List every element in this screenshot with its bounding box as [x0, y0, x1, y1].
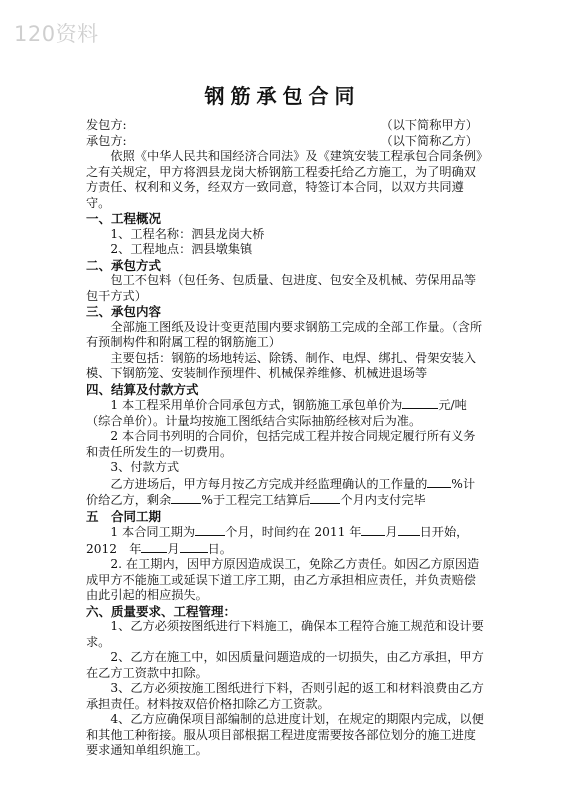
section-heading-quality: 六、质量要求、工程管理： [86, 603, 237, 619]
settlement-p1-b: 元/吨（综合单价）。计量均按施工图纸结合实际抽筋经核对后为准。 [86, 398, 467, 428]
month-blank [310, 492, 340, 504]
quality-p2: 2、乙方在施工中，如因质量问题造成的一切损失，由乙方承担，甲方在乙方工资款中扣除。 [86, 650, 484, 680]
section-heading-overview: 一、工程概况 [86, 211, 162, 226]
scope-text-1: 全部施工图纸及设计变更范围内要求钢筋工完成的全部工作量。（含所有预制构件和附属工程的钢筋施工） [86, 319, 483, 349]
duration-blank [195, 524, 225, 536]
section-heading-contract-mode: 二、承包方式 [86, 257, 162, 273]
watermark: 120资料 [14, 22, 99, 46]
settlement-p1 [86, 397, 486, 429]
percent-blank-2 [171, 492, 201, 504]
schedule-p1-c: 月 [385, 525, 398, 539]
party-b-label: 承包方: [86, 133, 127, 148]
contract-body [86, 118, 486, 759]
scope-text-2: 主要包括：钢筋的场地转运、除锈、制作、电焊、绑扎、骨架安装入模、下钢筋笼、安装制作预埋件、机械保养维修、机械进退场等 [86, 350, 477, 380]
start-month-blank [361, 524, 385, 536]
party-a-note: （以下简称甲方） [380, 118, 478, 132]
schedule-p1-g: 日。 [207, 541, 232, 556]
party-b-note: （以下简称乙方） [380, 133, 478, 148]
project-location: 2、工程地点：泗县墩集镇 [110, 242, 253, 256]
section-heading-schedule: 五 合同工期 [86, 508, 162, 524]
contract-mode-text: 包工不包料（包任务、包质量、包进度、包安全及机械、劳保用品等包干方式） [86, 273, 477, 303]
quality-p1: 1、乙方必须按图纸进行下料施工，确保本工程符合施工规范和设计要求。 [86, 619, 484, 649]
schedule-p1-d: 日开始， [419, 525, 469, 539]
party-b-line [86, 134, 486, 150]
settlement-p4-a: 乙方进场后，甲方每月按乙方完成并经监理确认的工作量的 [110, 476, 428, 491]
schedule-p1 [86, 524, 486, 557]
end-month-blank [141, 541, 167, 553]
party-a-label: 发包方: [86, 118, 127, 132]
party-a-line [86, 118, 486, 134]
section-heading-settlement: 四、结算及付款方式 [86, 381, 199, 397]
quality-p3: 3、乙方必须按施工图纸进行下料，否则引起的返工和材料浪费由乙方承担责任。材料按双倍价格扣除乙方工资款。 [86, 681, 484, 711]
schedule-p2: 2. 在工期内，因甲方原因造成误工，免除乙方责任。如因乙方原因造成甲方不能施工或延误下道工序工期，由乙方承担相应责任，并负责赔偿由此引起的相应损失。 [86, 557, 480, 602]
schedule-p1-a: 1 本合同工期为 [110, 525, 196, 539]
settlement-p1-a: 1 本工程采用单价合同承包方式，钢筋施工承包单价为 [110, 398, 403, 412]
settlement-p4-b: %计价给乙方，剩余 [86, 476, 476, 507]
schedule-p1-e: 2012 年 [86, 541, 142, 556]
schedule-p1-f: 月 [167, 541, 180, 556]
project-name: 1、工程名称：泗县龙岗大桥 [110, 226, 265, 241]
schedule-p1-b: 个月，时间约在 2011 年 [225, 525, 362, 539]
preamble: 依照《中华人民共和国经济合同法》及《建筑安装工程承包合同条例》之有关规定，甲方将泗县龙岗大桥钢筋工程委托给乙方施工，为了明确双方责任、权利和义务，经双方一致同意，特签订本合同，以双方共同遵守。 [86, 149, 483, 210]
settlement-p2: 2 本合同书列明的合同价，包括完成工程并按合同规定履行所有义务和责任所发生的一切费用。 [86, 429, 476, 459]
start-day-blank [398, 524, 420, 536]
percent-blank-1 [427, 476, 451, 488]
settlement-p4-c: %于工程完工结算后 [201, 493, 311, 507]
settlement-p4-d: 个月内支付完毕 [340, 493, 426, 507]
settlement-p3: 3、付款方式 [110, 460, 180, 474]
quality-p4: 4、乙方应确保项目部编制的总进度计划，在规定的期限内完成，以便和其他工种衔接。服从项目部根据工程进度需要按各部位划分的施工进度要求通知单组织施工。 [86, 712, 484, 757]
end-day-blank [180, 541, 208, 553]
page-title: 钢筋承包合同 [204, 84, 361, 108]
settlement-p4 [86, 476, 486, 509]
unit-price-blank [402, 397, 438, 409]
section-heading-scope: 三、承包内容 [86, 304, 162, 319]
